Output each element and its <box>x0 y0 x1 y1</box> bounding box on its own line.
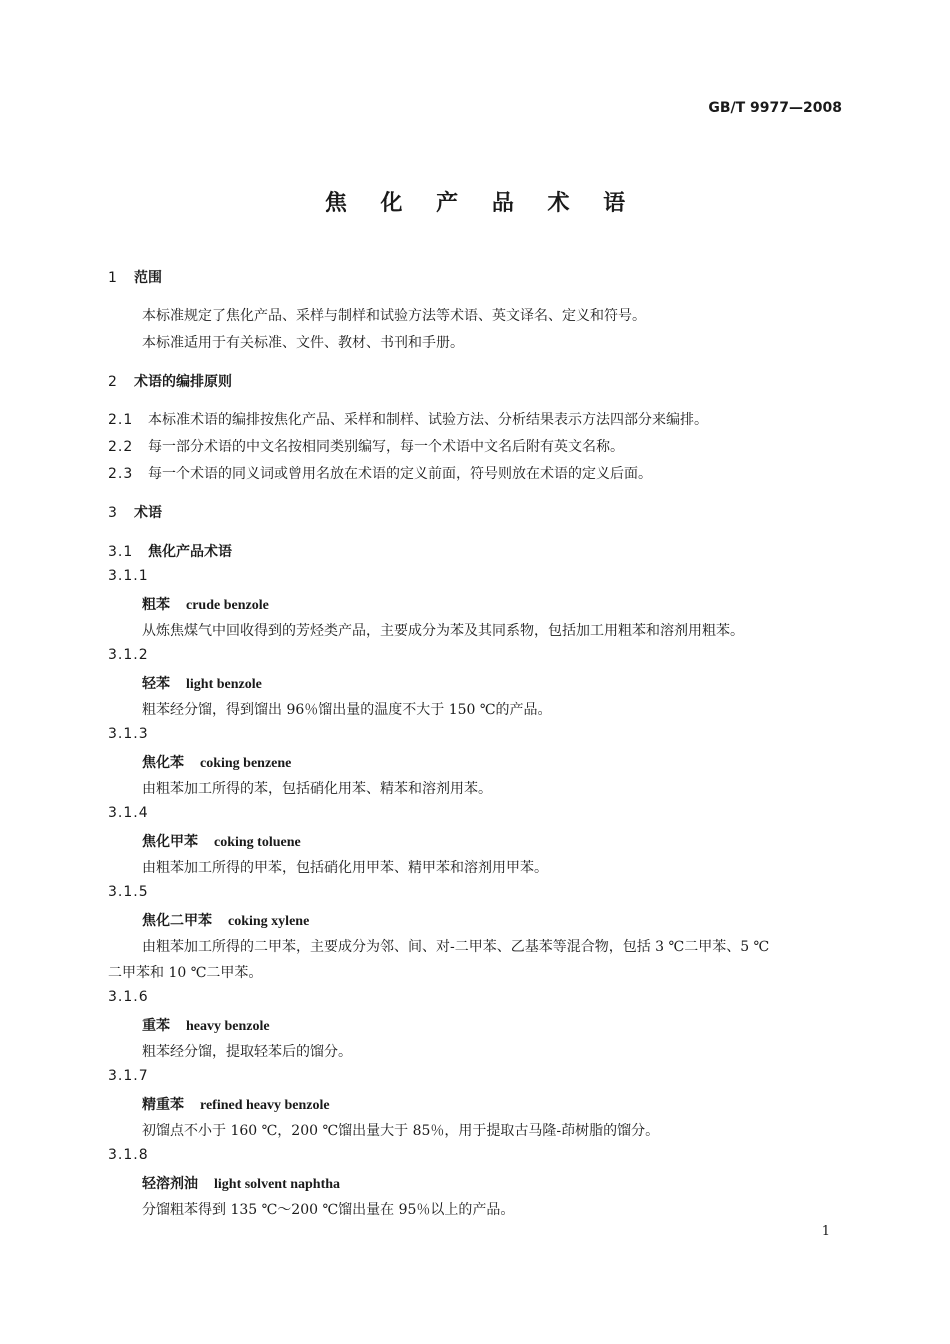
term-name <box>142 673 262 693</box>
rule-text: 每一部分术语的中文名按相同类别编写，每一个术语中文名后附有英文名称。 <box>148 439 624 455</box>
section-number: 3 <box>108 505 117 521</box>
term-english: light benzole <box>186 677 262 692</box>
term-english: crude benzole <box>186 598 269 613</box>
term-number: 3.1.3 <box>108 726 149 742</box>
term-chinese: 轻溶剂油 <box>142 1176 198 1192</box>
term-number: 3.1.1 <box>108 568 149 584</box>
section-number: 1 <box>108 270 117 286</box>
term-definition: 分馏粗苯得到 135 ℃～200 ℃馏出量在 95％以上的产品。 <box>142 1202 515 1218</box>
rule-item <box>108 436 624 456</box>
term-definition: 初馏点不小于 160 ℃，200 ℃馏出量大于 85％，用于提取古马隆-茚树脂的馏分。 <box>142 1123 660 1139</box>
rule-text: 本标准术语的编排按焦化产品、采样和制样、试验方法、分析结果表示方法四部分来编排。 <box>148 412 708 428</box>
term-chinese: 焦化苯 <box>142 755 184 771</box>
section-label: 术语的编排原则 <box>134 374 232 390</box>
term-name <box>142 1015 270 1035</box>
rule-item <box>108 409 708 429</box>
section-heading <box>108 502 162 522</box>
term-definition: 由粗苯加工所得的二甲苯，主要成分为邻、间、对-二甲苯、乙基苯等混合物，包括 3 ℃二甲苯、5 ℃ <box>142 939 770 955</box>
term-definition: 粗苯经分馏，得到馏出 96％馏出量的温度不大于 150 ℃的产品。 <box>142 702 552 718</box>
rule-number: 2.1 <box>108 412 134 428</box>
subsection-heading <box>108 541 232 561</box>
term-chinese: 粗苯 <box>142 597 170 613</box>
term-name <box>142 1094 330 1114</box>
standard-number: GB/T 9977—2008 <box>708 100 842 116</box>
term-name <box>142 1173 340 1193</box>
term-english: heavy benzole <box>186 1019 270 1034</box>
term-name <box>142 594 269 614</box>
page-number: 1 <box>821 1224 830 1239</box>
term-number: 3.1.8 <box>108 1147 149 1163</box>
term-number: 3.1.7 <box>108 1068 149 1084</box>
term-number: 3.1.6 <box>108 989 149 1005</box>
term-english: coking xylene <box>228 914 310 929</box>
term-chinese: 精重苯 <box>142 1097 184 1113</box>
term-english: coking benzene <box>200 756 292 771</box>
paragraph: 本标准规定了焦化产品、采样与制样和试验方法等术语、英文译名、定义和符号。 <box>142 308 646 324</box>
section-heading <box>108 267 162 287</box>
term-definition-continued: 二甲苯和 10 ℃二甲苯。 <box>108 965 263 981</box>
rule-item <box>108 463 652 483</box>
section-heading <box>108 371 232 391</box>
paragraph: 本标准适用于有关标准、文件、教材、书刊和手册。 <box>142 335 464 351</box>
term-definition: 粗苯经分馏，提取轻苯后的馏分。 <box>142 1044 352 1060</box>
term-english: light solvent naphtha <box>214 1177 341 1192</box>
term-number: 3.1.5 <box>108 884 149 900</box>
section-number: 2 <box>108 374 117 390</box>
rule-number: 2.3 <box>108 466 134 482</box>
term-name <box>142 910 309 930</box>
section-label: 术语 <box>134 505 162 521</box>
subsection-label: 焦化产品术语 <box>148 544 232 560</box>
term-chinese: 焦化二甲苯 <box>142 913 212 929</box>
term-definition: 由粗苯加工所得的苯，包括硝化用苯、精苯和溶剂用苯。 <box>142 781 492 797</box>
term-chinese: 重苯 <box>142 1018 170 1034</box>
term-definition: 由粗苯加工所得的甲苯，包括硝化用甲苯、精甲苯和溶剂用甲苯。 <box>142 860 548 876</box>
term-english: refined heavy benzole <box>200 1098 330 1113</box>
term-name <box>142 752 291 772</box>
rule-text: 每一个术语的同义词或曾用名放在术语的定义前面，符号则放在术语的定义后面。 <box>148 466 652 482</box>
subsection-number: 3.1 <box>108 544 134 560</box>
term-name <box>142 831 301 851</box>
section-label: 范围 <box>134 270 162 286</box>
term-number: 3.1.2 <box>108 647 149 663</box>
document-title: 焦 化 产 品 术 语 <box>324 191 639 216</box>
term-chinese: 焦化甲苯 <box>142 834 198 850</box>
term-chinese: 轻苯 <box>142 676 170 692</box>
rule-number: 2.2 <box>108 439 134 455</box>
term-number: 3.1.4 <box>108 805 149 821</box>
term-definition: 从炼焦煤气中回收得到的芳烃类产品，主要成分为苯及其同系物，包括加工用粗苯和溶剂用粗苯。 <box>142 623 744 639</box>
term-english: coking toluene <box>214 835 301 850</box>
